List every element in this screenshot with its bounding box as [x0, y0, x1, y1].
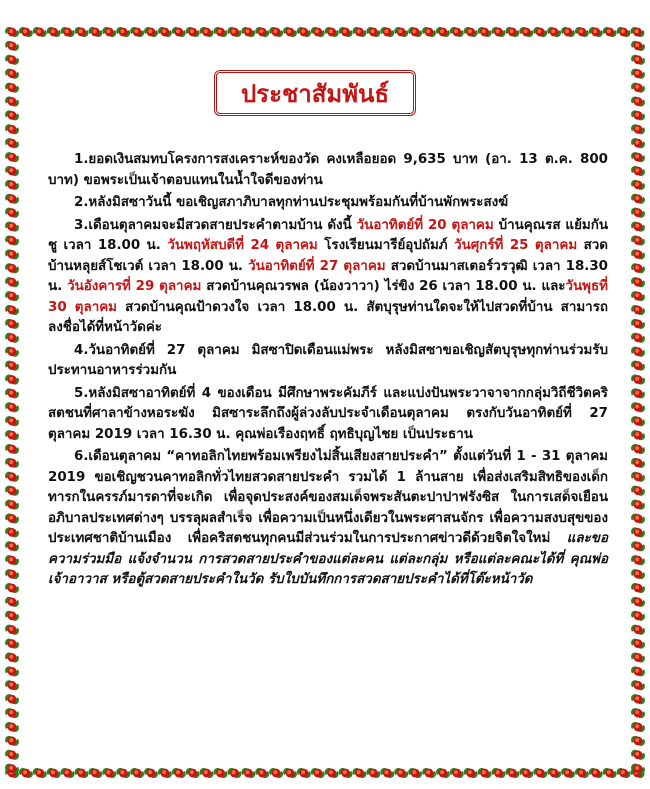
- rose-ornament-icon: [5, 263, 19, 273]
- rose-ornament-icon: [5, 222, 19, 232]
- rose-ornament-icon: [311, 27, 325, 37]
- rose-ornament-icon: [297, 27, 311, 37]
- item6-text-italic: และขอความร่วมมือ แจ้งจำนวน การสวดสายประคำของแต่ละคน แต่ละกลุ่ม หรือแต่ละคณะได้ที่ คุณพ่อเจ้าอาวาส หรือตู้สวดสายประคำในวัด รับใบบันทึกการสวดสายประคำได้ที่โต๊ะหน้าวัด: [48, 531, 608, 587]
- rose-ornament-icon: [631, 124, 645, 134]
- rose-ornament-icon: [5, 555, 19, 565]
- rose-ornament-icon: [589, 768, 603, 778]
- rose-ornament-icon: [5, 402, 19, 412]
- rose-ornament-icon: [130, 27, 144, 37]
- rose-ornament-icon: [5, 639, 19, 649]
- rose-ornament-icon: [631, 208, 645, 218]
- rose-ornament-icon: [408, 27, 422, 37]
- rose-ornament-icon: [631, 27, 645, 37]
- rose-ornament-icon: [380, 27, 394, 37]
- rose-ornament-icon: [47, 768, 61, 778]
- rose-ornament-icon: [5, 736, 19, 746]
- rose-ornament-icon: [436, 768, 450, 778]
- rose-ornament-icon: [5, 680, 19, 690]
- announcement-item-5: 5.หลังมิสซาอาทิตย์ที่ 4 ของเดือน มีศึกษาพระคัมภีร์ และแบ่งปันพระวาจาจากกลุ่มวิถีชีวิตคริสตชนที่ศาลาข้างหอระฆัง มิสซาระลึกถึงผู้ล่วงลับประจำเดือนตุลาคม ตรงกับวันอาทิตย์ที่ 27 ตุลาคม 2019 เวลา 16.30 น. คุณพ่อเรืองฤทธิ์ ฤทธิบุญไชย เป็นประธาน: [48, 385, 608, 442]
- rose-ornament-icon: [631, 527, 645, 537]
- rose-ornament-icon: [631, 166, 645, 176]
- rose-ornament-icon: [631, 277, 645, 287]
- rose-ornament-icon: [631, 416, 645, 426]
- rose-ornament-icon: [158, 768, 172, 778]
- announcement-item-2: 2.หลังมิสซาวันนี้ ขอเชิญสภาภิบาลทุกท่านประชุมพร้อมกันที่บ้านพักพระสงฆ์: [74, 195, 509, 210]
- rose-ornament-icon: [631, 305, 645, 315]
- rose-ornament-icon: [631, 722, 645, 732]
- rose-ornament-icon: [631, 666, 645, 676]
- rose-ornament-icon: [394, 768, 408, 778]
- rose-ornament-icon: [505, 768, 519, 778]
- page-title: ประชาสัมพันธ์: [240, 79, 390, 108]
- rose-ornament-icon: [547, 27, 561, 37]
- rose-ornament-icon: [5, 27, 19, 37]
- rose-ornament-icon: [631, 263, 645, 273]
- rose-ornament-icon: [5, 666, 19, 676]
- rose-ornament-icon: [631, 319, 645, 329]
- rose-ornament-icon: [5, 319, 19, 329]
- rose-ornament-icon: [33, 27, 47, 37]
- rose-ornament-icon: [200, 27, 214, 37]
- rose-ornament-icon: [631, 750, 645, 760]
- rose-ornament-icon: [436, 27, 450, 37]
- rose-ornament-icon: [631, 180, 645, 190]
- rose-ornament-icon: [102, 768, 116, 778]
- announcement-item-6: [48, 447, 608, 591]
- rose-ornament-icon: [5, 541, 19, 551]
- rose-ornament-icon: [533, 27, 547, 37]
- item3-date-1: วันอาทิตย์ที่ 20 ตุลาคม: [356, 217, 494, 233]
- rose-ornament-icon: [5, 138, 19, 148]
- rose-ornament-icon: [505, 27, 519, 37]
- rose-ornament-icon: [575, 768, 589, 778]
- rose-ornament-icon: [631, 235, 645, 245]
- rose-ornament-icon: [339, 768, 353, 778]
- rose-ornament-icon: [158, 27, 172, 37]
- rose-ornament-icon: [5, 305, 19, 315]
- rose-ornament-icon: [5, 444, 19, 454]
- rose-ornament-icon: [631, 500, 645, 510]
- rose-ornament-icon: [5, 291, 19, 301]
- rose-ornament-icon: [5, 180, 19, 190]
- item6-text-a: 6.เดือนตุลาคม “คาทอลิกไทยพร้อมเพรียงไม่สิ้นเสียงสายประคำ” ตั้งแต่วันที่ 1 - 31 ตุลาคม 2019 ขอเชิญชวนคาทอลิกทั่วไทยสวดสายประคำ รวมได้ 1 ล้านสาย เพื่อส่งเสริมสิทธิของเด็กทารกในครรภ์มารดาที่จะเกิด เพื่อจุดประสงค์ของสมเด็จพระสันตะปาปาฟรังซิส ในการเสด็จเยือนอภิบาลประเทศต่างๆ บรรลุผลสำเร็จ เพื่อความเป็นหนึ่งเดียวในพระศาสนจักร เพื่อความสงบสุขของประเทศชาติบ้านเมือง เพื่อคริสตชนทุกคนมีส่วนร่วมในการประกาศข่าวดีด้วยจิตใจใหม่: [48, 449, 608, 546]
- rose-ornament-icon: [5, 55, 19, 65]
- rose-ornament-icon: [5, 208, 19, 218]
- rose-ornament-icon: [366, 27, 380, 37]
- rose-ornament-icon: [214, 768, 228, 778]
- rose-ornament-icon: [631, 41, 645, 51]
- rose-ornament-icon: [88, 27, 102, 37]
- rose-ornament-icon: [631, 374, 645, 384]
- rose-ornament-icon: [47, 27, 61, 37]
- item3-text-m: สวดบ้านคุณป้าดวงใจ เวลา 18.00 น. สัตบุรุษท่านใดจะให้ไปสวดที่บ้าน สามารถลงชื่อได้ที่หน้าวัดค่ะ: [48, 299, 608, 335]
- rose-ornament-icon: [5, 41, 19, 51]
- rose-ornament-icon: [5, 500, 19, 510]
- rose-ornament-icon: [631, 194, 645, 204]
- item3-text-e: โรงเรียนมารีย์อุปถัมภ์: [317, 238, 455, 253]
- rose-ornament-icon: [75, 768, 89, 778]
- rose-ornament-icon: [366, 768, 380, 778]
- rose-ornament-icon: [631, 611, 645, 621]
- rose-ornament-icon: [339, 27, 353, 37]
- rose-ornament-icon: [631, 555, 645, 565]
- rose-ornament-icon: [631, 625, 645, 635]
- rose-ornament-icon: [5, 83, 19, 93]
- rose-ornament-icon: [631, 291, 645, 301]
- rose-ornament-icon: [492, 27, 506, 37]
- rose-ornament-icon: [631, 639, 645, 649]
- rose-ornament-icon: [394, 27, 408, 37]
- rose-ornament-icon: [255, 768, 269, 778]
- rose-ornament-icon: [227, 27, 241, 37]
- rose-ornament-icon: [5, 388, 19, 398]
- rose-ornament-icon: [5, 597, 19, 607]
- rose-ornament-icon: [631, 222, 645, 232]
- rose-ornament-icon: [5, 374, 19, 384]
- rose-ornament-icon: [5, 347, 19, 357]
- rose-ornament-icon: [631, 680, 645, 690]
- rose-ornament-icon: [631, 472, 645, 482]
- rose-ornament-icon: [464, 27, 478, 37]
- rose-ornament-icon: [631, 69, 645, 79]
- rose-ornament-icon: [631, 83, 645, 93]
- rose-ornament-icon: [5, 430, 19, 440]
- rose-ornament-icon: [5, 277, 19, 287]
- rose-ornament-icon: [5, 750, 19, 760]
- rose-ornament-icon: [631, 513, 645, 523]
- rose-ornament-icon: [478, 768, 492, 778]
- rose-ornament-icon: [144, 27, 158, 37]
- rose-ornament-icon: [631, 486, 645, 496]
- rose-ornament-icon: [450, 27, 464, 37]
- rose-ornament-icon: [186, 768, 200, 778]
- rose-ornament-icon: [214, 27, 228, 37]
- rose-ornament-icon: [5, 110, 19, 120]
- rose-ornament-icon: [227, 768, 241, 778]
- rose-ornament-icon: [5, 194, 19, 204]
- rose-ornament-icon: [5, 69, 19, 79]
- rose-ornament-icon: [603, 27, 617, 37]
- rose-ornament-icon: [311, 768, 325, 778]
- rose-ornament-icon: [325, 27, 339, 37]
- rose-ornament-icon: [631, 361, 645, 371]
- rose-ornament-icon: [353, 27, 367, 37]
- rose-ornament-icon: [519, 768, 533, 778]
- rose-ornament-icon: [380, 768, 394, 778]
- rose-ornament-icon: [547, 768, 561, 778]
- announcement-item-4: 4.วันอาทิตย์ที่ 27 ตุลาคม มิสซาปิดเดือนแม่พระ หลังมิสซาขอเชิญสัตบุรุษทุกท่านร่วมรับประทานอาหารร่วมกัน: [48, 342, 608, 378]
- rose-ornament-icon: [172, 768, 186, 778]
- rose-ornament-icon: [61, 768, 75, 778]
- rose-ornament-icon: [241, 768, 255, 778]
- rose-ornament-icon: [5, 611, 19, 621]
- rose-ornament-icon: [422, 27, 436, 37]
- item3-text-g: สวดบ้านหลุยส์โชเวต์ เวลา 18.00 น.: [48, 238, 608, 274]
- rose-ornament-icon: [5, 625, 19, 635]
- rose-ornament-icon: [5, 235, 19, 245]
- rose-ornament-icon: [130, 768, 144, 778]
- rose-ornament-icon: [631, 652, 645, 662]
- rose-ornament-icon: [88, 768, 102, 778]
- rose-ornament-icon: [5, 333, 19, 343]
- item3-text-k: สวดบ้านคุณวรพล (น้องวาวา) ไร่ขิง 26 เวลา 18.00 น. และ: [201, 279, 566, 294]
- rose-ornament-icon: [33, 768, 47, 778]
- rose-ornament-icon: [269, 768, 283, 778]
- rose-ornament-icon: [353, 768, 367, 778]
- rose-ornament-icon: [5, 458, 19, 468]
- rose-ornament-icon: [297, 768, 311, 778]
- rose-ornament-icon: [116, 768, 130, 778]
- rose-ornament-icon: [589, 27, 603, 37]
- rose-ornament-icon: [631, 694, 645, 704]
- item3-date-4: วันอาทิตย์ที่ 27 ตุลาคม: [248, 258, 386, 274]
- rose-ornament-icon: [116, 27, 130, 37]
- rose-ornament-icon: [422, 768, 436, 778]
- rose-ornament-icon: [186, 27, 200, 37]
- rose-ornament-icon: [561, 768, 575, 778]
- rose-ornament-icon: [5, 96, 19, 106]
- rose-ornament-icon: [5, 569, 19, 579]
- rose-ornament-icon: [631, 541, 645, 551]
- rose-ornament-icon: [269, 27, 283, 37]
- rose-ornament-icon: [172, 27, 186, 37]
- rose-ornament-icon: [631, 402, 645, 412]
- rose-ornament-icon: [631, 597, 645, 607]
- rose-ornament-icon: [519, 27, 533, 37]
- rose-ornament-icon: [61, 27, 75, 37]
- rose-ornament-icon: [5, 708, 19, 718]
- rose-ornament-icon: [5, 166, 19, 176]
- rose-ornament-icon: [5, 513, 19, 523]
- rose-ornament-icon: [631, 333, 645, 343]
- rose-ornament-icon: [631, 736, 645, 746]
- rose-ornament-icon: [603, 768, 617, 778]
- item3-date-2: วันพฤหัสบดีที่ 24 ตุลาคม: [167, 238, 318, 253]
- rose-ornament-icon: [283, 768, 297, 778]
- rose-ornament-icon: [631, 458, 645, 468]
- rose-ornament-icon: [631, 110, 645, 120]
- rose-ornament-icon: [631, 138, 645, 148]
- rose-ornament-icon: [631, 569, 645, 579]
- rose-ornament-icon: [617, 27, 631, 37]
- rose-ornament-icon: [102, 27, 116, 37]
- rose-ornament-icon: [575, 27, 589, 37]
- item3-text-i: สวดบ้านมาสเตอร์วรวุฒิ เวลา 18.30 น.: [48, 258, 609, 294]
- rose-ornament-icon: [631, 152, 645, 162]
- rose-ornament-icon: [241, 27, 255, 37]
- rose-ornament-icon: [144, 768, 158, 778]
- rose-ornament-icon: [631, 430, 645, 440]
- rose-ornament-icon: [5, 361, 19, 371]
- rose-ornament-icon: [5, 152, 19, 162]
- rose-ornament-icon: [631, 388, 645, 398]
- rose-ornament-icon: [631, 55, 645, 65]
- rose-ornament-icon: [5, 486, 19, 496]
- announcement-item-1: 1.ยอดเงินสมทบโครงการสงเคราะห์ของวัด คงเหลือยอด 9,635 บาท (อา. 13 ต.ค. 800 บาท) ขอพระเป็นเจ้าตอบแทนในน้ำใจดีของท่าน: [48, 152, 608, 188]
- rose-ornament-icon: [450, 768, 464, 778]
- rose-ornament-icon: [408, 768, 422, 778]
- rose-ornament-icon: [5, 583, 19, 593]
- rose-ornament-icon: [19, 27, 33, 37]
- rose-ornament-icon: [5, 652, 19, 662]
- item3-date-5: วันอังคารที่ 29 ตุลาคม: [67, 279, 202, 294]
- rose-ornament-icon: [631, 96, 645, 106]
- rose-ornament-icon: [5, 722, 19, 732]
- rose-ornament-icon: [631, 444, 645, 454]
- rose-ornament-icon: [631, 583, 645, 593]
- item3-text-a: 3.เดือนตุลาคมจะมีสวดสายประคำตามบ้าน ดังนี้: [74, 217, 357, 233]
- rose-ornament-icon: [5, 694, 19, 704]
- announcement-item-3: [48, 216, 608, 339]
- rose-ornament-icon: [5, 416, 19, 426]
- rose-ornament-icon: [19, 768, 33, 778]
- rose-ornament-icon: [5, 124, 19, 134]
- rose-ornament-icon: [255, 27, 269, 37]
- item3-text-c: บ้านคุณรส แย้มกันชู เวลา 18.00 น.: [48, 217, 608, 253]
- rose-ornament-icon: [5, 472, 19, 482]
- rose-ornament-icon: [75, 27, 89, 37]
- rose-ornament-icon: [325, 768, 339, 778]
- title-banner: [214, 70, 416, 116]
- item3-date-6: วันพุธที่ 30 ตุลาคม: [48, 279, 608, 315]
- rose-ornament-icon: [200, 768, 214, 778]
- rose-ornament-icon: [533, 768, 547, 778]
- rose-ornament-icon: [617, 768, 631, 778]
- rose-ornament-icon: [5, 249, 19, 259]
- rose-ornament-icon: [283, 27, 297, 37]
- rose-ornament-icon: [492, 768, 506, 778]
- rose-ornament-icon: [5, 527, 19, 537]
- item3-date-3: วันศุกร์ที่ 25 ตุลาคม: [454, 238, 578, 253]
- rose-ornament-icon: [631, 249, 645, 259]
- rose-ornament-icon: [478, 27, 492, 37]
- rose-ornament-icon: [631, 347, 645, 357]
- rose-ornament-icon: [631, 708, 645, 718]
- announcement-body: [48, 150, 608, 593]
- rose-ornament-icon: [561, 27, 575, 37]
- rose-ornament-icon: [464, 768, 478, 778]
